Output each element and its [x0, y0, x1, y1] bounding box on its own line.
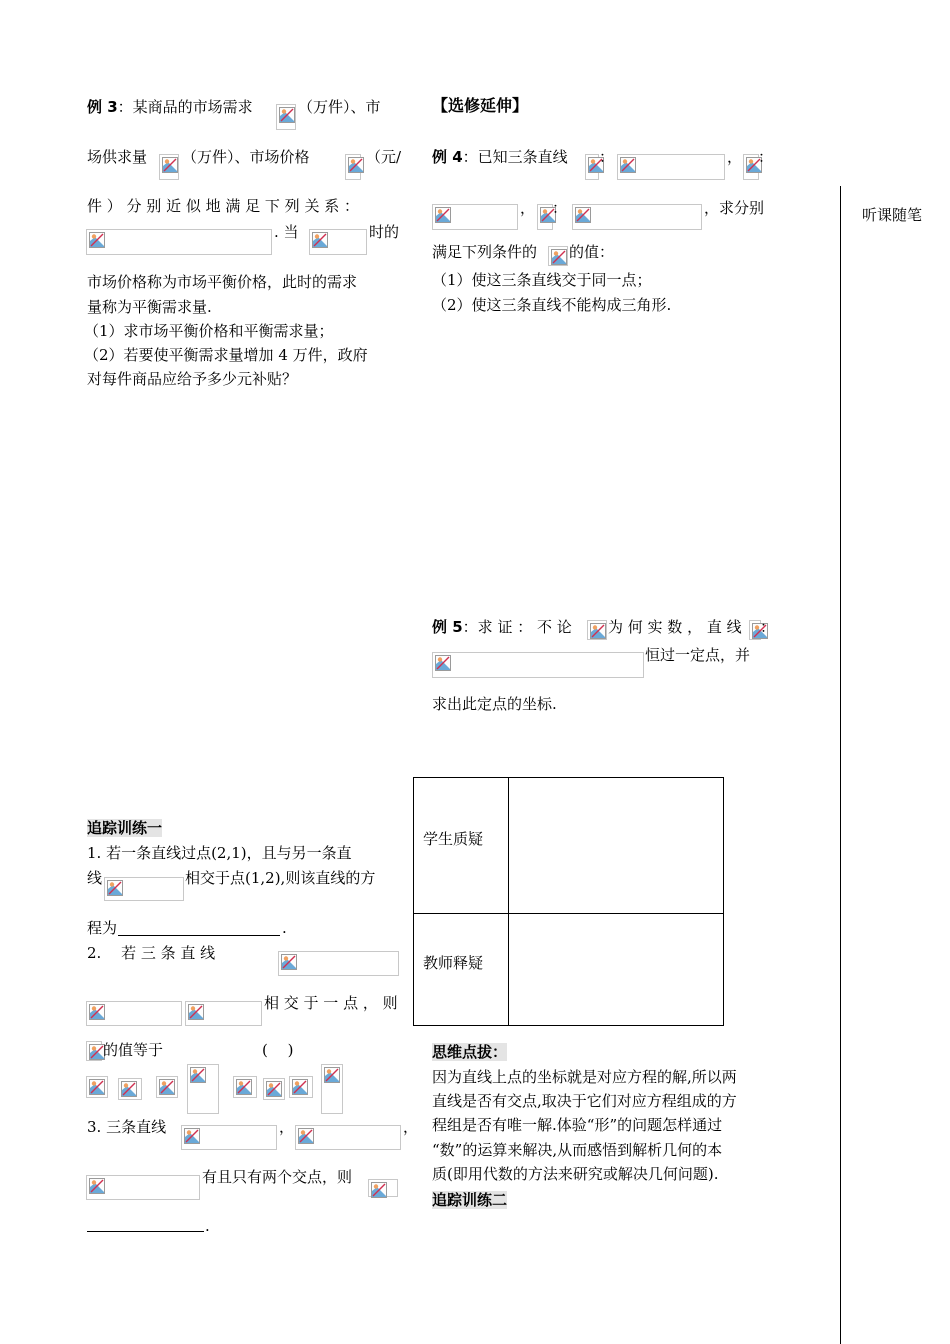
tracking-exercise-2-title: 追踪训练二 — [432, 1191, 508, 1209]
formula-image — [572, 204, 702, 230]
formula-image — [181, 1125, 277, 1150]
example-4-question-1: （1）使这三条直线交于同一点； — [432, 271, 652, 289]
exercise-3-line-1a: 3. 三条直线 — [87, 1118, 167, 1136]
example-3-question-1: （1）求市场平衡价格和平衡需求量； — [84, 322, 334, 340]
example-5-line-1b: 为 何 实 数 ， 直 线 — [608, 618, 742, 636]
broken-image-icon — [435, 207, 451, 223]
broken-image-icon — [89, 1178, 105, 1194]
option-b-image — [156, 1076, 178, 1098]
formula-image — [86, 1001, 182, 1026]
example-3-line-2c: （元/ — [366, 148, 402, 166]
broken-image-icon — [435, 655, 451, 671]
exercise-2-line-1: 2. 若 三 条 直 线 — [87, 944, 216, 962]
broken-image-icon — [190, 1067, 206, 1083]
broken-image-icon — [324, 1067, 340, 1083]
example-4-line-3a: 满足下列条件的 — [432, 243, 538, 261]
example-3-line-2b: （万件）、市场价格 — [182, 148, 310, 166]
comma-text: ， — [727, 148, 743, 166]
broken-image-icon — [551, 249, 567, 265]
thinking-hints-line-2: 直线是否有交点,取决于它们对应方程组成的方 — [432, 1092, 737, 1110]
broken-image-icon — [162, 157, 178, 173]
example-5-label: 例 5 — [432, 618, 463, 636]
thinking-hints-title: 思维点拔： — [432, 1043, 508, 1061]
example-4-line-3b: 的值： — [569, 243, 615, 261]
elective-extension-heading: 【选修延伸】 — [432, 96, 529, 115]
example-3-line-1b: （万件）、市 — [298, 98, 381, 116]
broken-image-icon — [188, 1004, 204, 1020]
broken-image-icon — [89, 232, 105, 248]
period-text: . — [205, 1217, 210, 1235]
example-4-line-1: 例 4：已知三条直线 — [432, 148, 568, 166]
option-c-image — [233, 1076, 257, 1098]
answer-blank-3 — [87, 1231, 204, 1232]
formula-image — [587, 620, 607, 640]
example-3-question-2a: （2）若要使平衡需求量增加 4 万件，政府 — [84, 346, 368, 364]
qa-table — [413, 777, 724, 1026]
teacher-answers-label: 教师释疑 — [423, 954, 484, 972]
broken-image-icon — [312, 232, 328, 248]
broken-image-icon — [575, 207, 591, 223]
margin-divider-line — [840, 186, 841, 1344]
exercise-2-line-3: 的值等于 — [103, 1041, 164, 1059]
example-3-line-6: 量称为平衡需求量. — [87, 298, 212, 316]
formula-image — [432, 204, 518, 230]
colon-text: ： — [552, 199, 568, 217]
broken-image-icon — [298, 1128, 314, 1144]
broken-image-icon — [236, 1079, 252, 1095]
broken-image-icon — [292, 1079, 308, 1095]
option-b-image — [187, 1064, 219, 1114]
formula-image — [278, 951, 399, 976]
formula-image — [345, 154, 361, 180]
option-d-image — [321, 1064, 343, 1114]
option-a-image — [118, 1078, 142, 1100]
example-4-line-2-end: ，求分别 — [704, 199, 765, 217]
exercise-1-line-2b: 相交于点(1,2),则该直线的方 — [185, 869, 376, 887]
example-5-line-1a: 例 5：求 证 ： 不 论 — [432, 618, 572, 636]
example-4-label: 例 4 — [432, 148, 463, 166]
colon-text: ： — [599, 148, 615, 166]
formula-image — [295, 1125, 401, 1150]
formula-image — [159, 154, 179, 180]
broken-image-icon — [590, 623, 606, 639]
answer-choice-parens: ( ) — [262, 1041, 294, 1059]
example-3-line-4a: . 当 — [274, 223, 299, 241]
broken-image-icon — [107, 880, 123, 896]
thinking-hints-line-4: “数”的运算来解决,从而感悟到解析几何的本 — [432, 1141, 723, 1159]
example-3-line-3: 件 ） 分 别 近 似 地 满 足 下 列 关 系 ： — [87, 197, 359, 215]
broken-image-icon — [184, 1128, 200, 1144]
example-3-line-2a: 场供求量 — [87, 148, 148, 166]
example-3-question-2b: 对每件商品应给予多少元补贴？ — [87, 370, 298, 388]
exercise-2-line-2: 相 交 于 一 点 ， 则 — [264, 994, 398, 1012]
example-3-line-5: 市场价格称为市场平衡价格，此时的需求 — [87, 273, 358, 291]
period-text: . — [282, 919, 287, 937]
comma-text: ， — [520, 199, 536, 217]
example-5-line-1c: ： — [760, 618, 776, 636]
margin-note-label: 听课随笔 — [862, 206, 923, 224]
example-3-label: 例 3 — [87, 98, 118, 116]
option-d-image — [289, 1076, 313, 1098]
formula-image — [548, 246, 568, 266]
exercise-3-line-2: 有且只有两个交点，则 — [202, 1168, 353, 1186]
comma-text: ， — [403, 1118, 419, 1136]
exercise-1-line-1: 1. 若一条直线过点(2,1)，且与另一条直 — [87, 844, 352, 862]
formula-image — [743, 154, 759, 180]
formula-image — [309, 229, 367, 255]
formula-image — [86, 1041, 102, 1061]
thinking-hints-line-3: 程组是否有唯一解.体验“形”的问题怎样通过 — [432, 1116, 723, 1134]
exercise-1-line-3: 程为 — [87, 919, 118, 937]
broken-image-icon — [159, 1079, 175, 1095]
comma-text: ， — [279, 1118, 295, 1136]
formula-image — [86, 1175, 200, 1200]
example-3-line-1: 例 3：某商品的市场需求 — [87, 98, 253, 116]
qa-table-row-divider — [413, 913, 724, 914]
example-5-line-2: 恒过一定点，并 — [645, 646, 751, 664]
thinking-hints-line-1: 因为直线上点的坐标就是对应方程的解,所以两 — [432, 1068, 737, 1086]
broken-image-icon — [281, 954, 297, 970]
option-a-image — [86, 1076, 108, 1098]
example-5-line-3: 求出此定点的坐标. — [432, 695, 557, 713]
formula-image — [86, 229, 272, 255]
broken-image-icon — [121, 1081, 137, 1097]
colon-text: ： — [758, 148, 774, 166]
broken-image-icon — [89, 1079, 105, 1095]
formula-image — [104, 877, 184, 901]
qa-table-divider — [508, 777, 509, 1026]
answer-blank-1 — [118, 935, 280, 936]
formula-image — [585, 154, 599, 180]
formula-image — [537, 204, 553, 230]
thinking-hints-line-5: 质(即用代数的方法来研究或解决几何问题). — [432, 1165, 719, 1183]
formula-image — [368, 1179, 398, 1197]
formula-image — [432, 652, 644, 678]
broken-image-icon — [620, 157, 636, 173]
example-4-question-2: （2）使这三条直线不能构成三角形. — [432, 296, 672, 314]
broken-image-icon — [266, 1081, 282, 1097]
exercise-1-line-2a: 线 — [87, 869, 103, 887]
formula-image — [276, 104, 296, 130]
student-questions-label: 学生质疑 — [423, 830, 484, 848]
broken-image-icon — [89, 1004, 105, 1020]
tracking-exercise-1-title: 追踪训练一 — [87, 819, 163, 837]
broken-image-icon — [279, 107, 295, 123]
option-c-image — [263, 1078, 285, 1100]
formula-image — [185, 1001, 262, 1026]
broken-image-icon — [348, 157, 364, 173]
example-3-line-4b: 时的 — [369, 223, 400, 241]
formula-image — [617, 154, 725, 180]
broken-image-icon — [371, 1182, 387, 1198]
